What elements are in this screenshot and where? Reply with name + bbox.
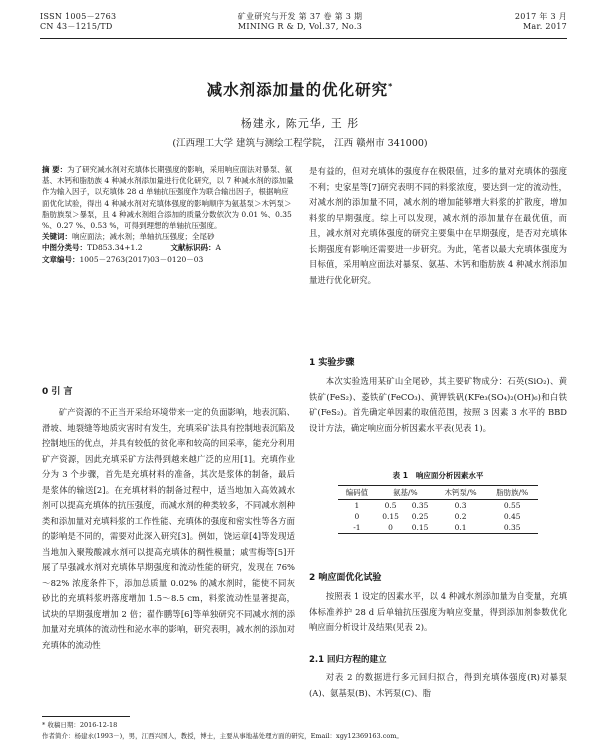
header-center <box>200 12 400 32</box>
journal-name-en: MINING R & D, Vol.37, No.3 <box>237 22 363 31</box>
table-header-cell: 编码值 <box>338 486 376 500</box>
table-1 <box>338 485 538 534</box>
table-header-cell: 木钙泵/% <box>435 486 487 500</box>
abstract-block <box>42 164 295 265</box>
section-2-body <box>309 589 567 636</box>
section-2-1-body <box>309 670 567 701</box>
section-0-title: 0 引 言 <box>42 387 73 397</box>
section-2-1-title: 2.1 回归方程的建立 <box>309 655 387 665</box>
section-0-body <box>42 405 295 653</box>
issn: ISSN 1005－2763 <box>40 12 117 21</box>
article-number: 文章编号：1005－2763(2017)03－0120－03 <box>42 254 204 264</box>
header-right <box>467 12 567 32</box>
paragraph: 是有益的，但对充填体的强度存在极限值，过多的量对充填体的强度不利；史家星等[7]研究表明不同的料浆浓度，要达到一定的流动性，对减水剂的添加量不同，减水剂的增加能够增大料浆的扩散度，增加料浆的早期强度。综上可以发现，减水剂的添加量存在最优值，而且，减水剂对充填体强度的研究主要集中在早期强度，是否对充填体长期强度有影响还需要进一步研究。为此，笔者以最大充填体强度为目标值，采用响应面法对暴泵、氨基、木钙和脂肪族 4 种减水剂添加量进行优化研究。 <box>309 166 567 285</box>
authors: 杨建永, 陈元华, 王 彤 <box>240 117 360 130</box>
table-header-cell: 脂肪族/% <box>486 486 538 500</box>
table-1-caption: 表 1 响应面分析因素水平 <box>392 471 484 480</box>
header-left <box>40 12 116 32</box>
table-header-cell: 氨基/% <box>376 486 435 500</box>
abstract: 摘 要：为了研究减水剂对充填体长期强度的影响，采用响应面法对暴泵、氨基、木钙和脂肪族 4 种减水剂添加量进行优化研究，以 7 种减水剂的添加量作为输入因子，以充填体 28 d 单轴抗压强度作为联合输出因子，根据响应面优化试验，得出 4 种减水剂对充填体强度的影响顺序为氨基泵＞木钙泵＞脂肪族泵＞暴泵，且 4 种减水剂组合添加的质量分数依次为 0.01 %、0.35 %、0.27 %、0.53 %，可得到理想的单轴抗压强度。 <box>42 165 294 231</box>
date-en: Mar. 2017 <box>522 22 567 31</box>
paragraph: 本次实验选用某矿山全尾砂，其主要矿物成分：石英(SiO₂)、黄铁矿(FeS₂)、菱铁矿(FeCO₃)、黄钾铁矾(KFe₃(SO₄)₂(OH)₆)和白铁矿(FeS₂)。首先确定单因素的取值范围，按照 3 因素 3 水平的 BBD 设计方法，确定响应面分析因素水平表(见表 1)。 <box>309 376 567 433</box>
title-footnote-mark: * <box>388 81 394 91</box>
table-row: 0 0.15 0.25 0.2 0.45 <box>354 512 521 521</box>
table-row: 1 0.5 0.35 0.3 0.55 <box>354 501 521 510</box>
footnote-rule <box>42 716 130 717</box>
header-rule <box>40 38 567 39</box>
footnote-author: 作者简介：杨建永(1993－)，男，江西兴国人，教授，博士，主要从事地基处理方面的研究，Email：xgy12369163.com。 <box>42 732 403 740</box>
section-1-body <box>309 374 567 436</box>
footnote-received: * 收稿日期：2016-12-18 <box>42 721 118 729</box>
paragraph: 对表 2 的数据进行多元回归拟合，得到充填体强度(R)对暴泵(A)、氨基泵(B)、木钙泵(C)、脂 <box>309 672 567 698</box>
paper-title: 减水剂添加量的优化研究* <box>206 81 394 99</box>
table-header-row <box>338 486 538 500</box>
section-1-title: 1 实验步骤 <box>309 358 355 368</box>
keywords: 关键词：响应面法；减水剂；单轴抗压强度；全尾砂 <box>42 232 215 242</box>
journal-name-cn: 矿业研究与开发 第 37 卷 第 3 期 <box>237 12 363 21</box>
table-1-wrap <box>338 485 538 534</box>
affiliation: (江西理工大学 建筑与测绘工程学院， 江西 赣州市 341000) <box>172 138 428 149</box>
date-cn: 2017 年 3 月 <box>514 12 567 21</box>
paragraph: 按照表 1 设定的因素水平，以 4 种减水剂添加量为自变量，充填体标准养护 28 d 后单轴抗压强度为响应变量，得到添加剂参数优化响应面分析设计及结果(见表 2)。 <box>309 591 567 632</box>
section-2-title: 2 响应面优化试验 <box>309 573 382 583</box>
cn-number: CN 43－1215/TD <box>40 22 113 31</box>
classification: 中图分类号：TD853.34+1.2 文献标识码：A <box>42 243 221 253</box>
footnotes <box>42 720 572 742</box>
intro-continued <box>309 164 567 288</box>
table-row: -1 0 0.15 0.1 0.35 <box>338 522 538 534</box>
paragraph: 矿产资源的不正当开采给环境带来一定的负面影响，地表沉陷、滑坡、地裂缝等地质灾害时有发生，充填采矿法具有控制地表沉陷及控制地压的优点，并具有较低的贫化率和较高的回采率，能充分利用矿产资源，因此充填采矿方法得到越来越广泛的应用[1]。充填作业分为 3 个步骤，首先是充填材料的准备，其次是浆体的制备，最后是浆体的输送[2]。在充填材料的制备过程中，适当地加入高效减水剂可以提高充填体的抗压强度，而减水剂的种类较多，不同减水剂种类和添加量对充填料浆的工作性能、充填体的强度和密实性等各方面的影响是不同的，需要对此深入研究[3]。例如，饶运章[4]等发现适当地加入聚羧酸减水剂可以提高充填体的稠性模量；戚雪梅等[5]开展了早强减水剂对充填体早期强度和流动性能的研究，发现在 76%～82% 浓度条件下，添加总质量 0.02% 的减水剂时，能使不同灰砂比的充填料浆坍落度增加 1.5～8.5 cm，料浆流动性显著提高，试块的早期强度增加 2 倍；翟作鹏等[6]等单独研究不同减水剂的添加量对充填体的流动性和泌水率的影响，研究表明，减水剂的添加对充填体的流动性 <box>42 407 295 650</box>
